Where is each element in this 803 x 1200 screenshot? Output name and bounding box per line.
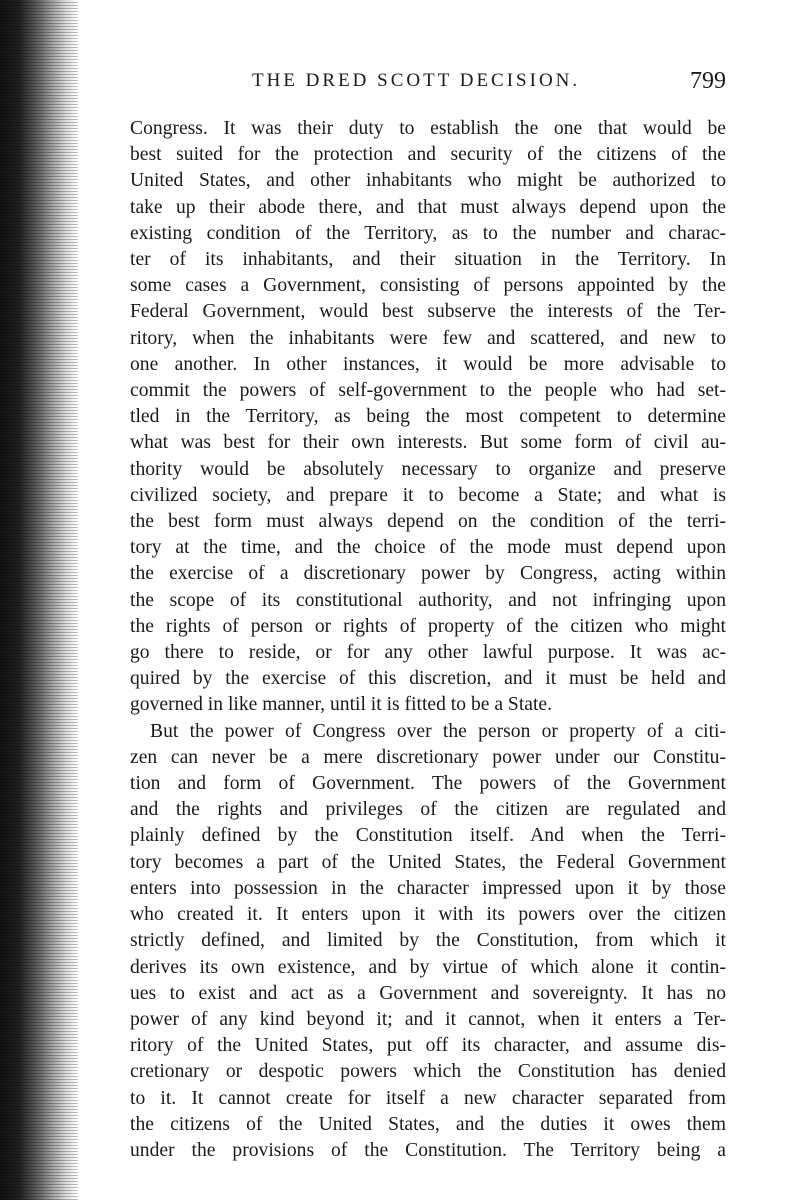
- text-line: the citizens of the United States, and the duties it owes them: [130, 1113, 726, 1135]
- text-line: plainly defined by the Constitution itself. And when the Terri-: [130, 825, 726, 847]
- text-line: ritory of the United States, put off its character, and assume dis-: [130, 1035, 726, 1057]
- text-line: derives its own existence, and by virtue of which alone it contin-: [130, 956, 726, 978]
- text-line: the scope of its constitutional authority, and not infringing upon: [130, 589, 726, 611]
- text-line: the rights of person or rights of property of the citizen who might: [130, 615, 726, 637]
- text-line: and the rights and privileges of the citizen are regulated and: [130, 799, 726, 821]
- page-number: 799: [690, 68, 726, 94]
- text-line: tion and form of Government. The powers of the Government: [130, 773, 726, 795]
- text-line: tory at the time, and the choice of the mode must depend upon: [130, 537, 726, 559]
- text-line: thority would be absolutely necessary to organize and preserve: [130, 458, 726, 480]
- text-line: cretionary or despotic powers which the Constitution has denied: [130, 1061, 726, 1083]
- text-line: strictly defined, and limited by the Constitution, from which it: [130, 930, 726, 952]
- text-line: ues to exist and act as a Government and sovereignty. It has no: [130, 982, 726, 1004]
- text-line: power of any kind beyond it; and it cannot, when it enters a Ter-: [130, 1008, 726, 1030]
- text-line: one another. In other instances, it would be more advisable to: [130, 353, 726, 375]
- text-line: to it. It cannot create for itself a new character separated from: [130, 1087, 726, 1109]
- text-line: ter of its inhabitants, and their situation in the Territory. In: [130, 249, 726, 271]
- text-line: enters into possession in the character impressed upon it by those: [130, 877, 726, 899]
- text-line: take up their abode there, and that must always depend upon the: [130, 196, 726, 218]
- text-line: But the power of Congress over the person or property of a citi-: [150, 720, 726, 742]
- text-line: what was best for their own interests. But some form of civil au-: [130, 432, 726, 454]
- text-line: tory becomes a part of the United States, the Federal Government: [130, 851, 726, 873]
- text-line: ritory, when the inhabitants were few and scattered, and new to: [130, 327, 726, 349]
- text-line: go there to reside, or for any other lawful purpose. It was ac-: [130, 642, 726, 664]
- text-line: Federal Government, would best subserve the interests of the Ter-: [130, 301, 726, 323]
- binding-shadow: [0, 0, 78, 1200]
- text-line: governed in like manner, until it is fitted to be a State.: [130, 694, 553, 716]
- running-title: THE DRED SCOTT DECISION.: [252, 70, 581, 91]
- text-line: tled in the Territory, as being the most competent to determine: [130, 406, 726, 428]
- text-line: best suited for the protection and security of the citizens of the: [130, 144, 726, 166]
- text-line: who created it. It enters upon it with its powers over the citizen: [130, 904, 726, 926]
- text-line: the exercise of a discretionary power by Congress, acting within: [130, 563, 726, 585]
- text-line: Congress. It was their duty to establish the one that would be: [130, 118, 726, 139]
- text-line: United States, and other inhabitants who might be authorized to: [130, 170, 726, 192]
- text-line: some cases a Government, consisting of persons appointed by the: [130, 275, 726, 297]
- text-line: zen can never be a mere discretionary power under our Constitu-: [130, 746, 726, 768]
- text-line: civilized society, and prepare it to become a State; and what is: [130, 484, 726, 506]
- paragraph-2: [130, 719, 726, 1164]
- text-line: quired by the exercise of this discretion, and it must be held and: [130, 668, 726, 690]
- text-line: the best form must always depend on the condition of the terri-: [130, 511, 726, 533]
- paragraph-1: [130, 116, 726, 719]
- text-line: existing condition of the Territory, as to the number and charac-: [130, 222, 726, 244]
- text-line: under the provisions of the Constitution. The Territory being a: [130, 1139, 726, 1161]
- text-line: commit the powers of self-government to the people who had set-: [130, 380, 726, 402]
- page-header: [130, 68, 726, 102]
- body-text: [130, 116, 726, 1164]
